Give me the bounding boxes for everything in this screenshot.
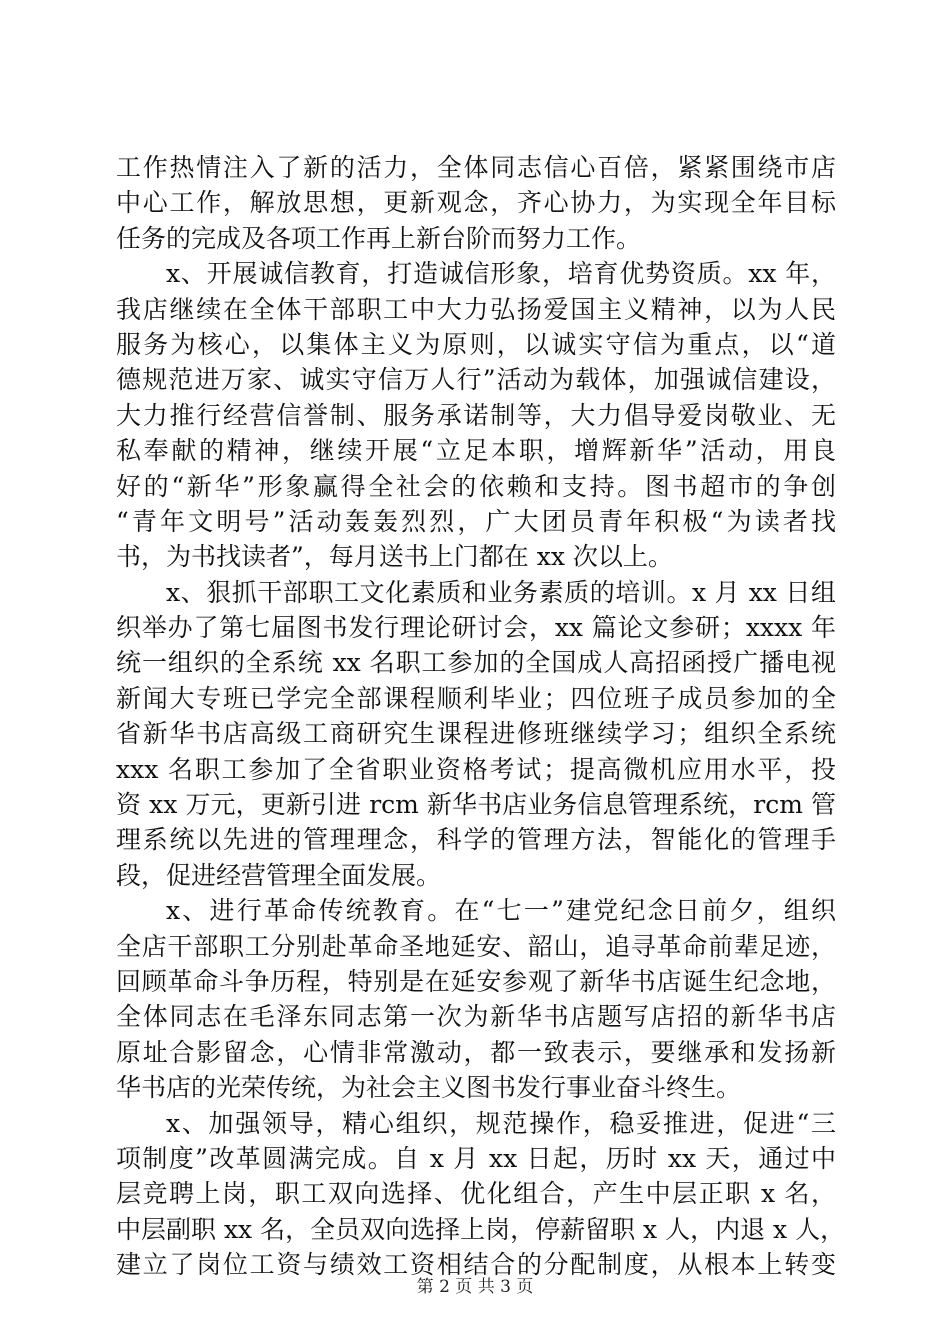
text-line: 全体同志在毛泽东同志第一次为新华书店题写店招的新华书店 (116, 1002, 836, 1032)
text-line: 华书店的光荣传统，为社会主义图书发行事业奋斗终生。 (116, 1073, 742, 1103)
text-line: x、狠抓干部职工文化素质和业务素质的培训。x 月 xx 日组 (166, 577, 836, 607)
text-line: 回顾革命斗争历程，特别是在延安参观了新华书店诞生纪念地， (116, 966, 836, 996)
document-body (116, 150, 846, 1283)
page-number-footer: 第 2 页 共 3 页 (416, 1277, 534, 1297)
text-line: 中层副职 xx 名，全员双向选择上岗，停薪留职 x 人，内退 x 人， (116, 1214, 846, 1244)
text-line: 层竞聘上岗，职工双向选择、优化组合，产生中层正职 x 名， (116, 1179, 836, 1209)
text-line: 建立了岗位工资与绩效工资相结合的分配制度，从根本上转变 (116, 1250, 836, 1280)
text-line: 新闻大专班已学完全部课程顺利毕业；四位班子成员参加的全 (116, 683, 836, 713)
text-line: 我店继续在全体干部职工中大力弘扬爱国主义精神，以为人民 (116, 294, 836, 324)
text-line: 任务的完成及各项工作再上新台阶而努力工作。 (116, 223, 642, 253)
text-line: 省新华书店高级工商研究生课程进修班继续学习；组织全系统 (116, 719, 836, 749)
text-line: 德规范进万家、诚实守信万人行”活动为载体，加强诚信建设， (116, 365, 836, 395)
text-line: 理系统以先进的管理理念，科学的管理方法，智能化的管理手 (116, 825, 836, 855)
text-line: “青年文明号”活动轰轰烈烈，广大团员青年积极“为读者找 (116, 506, 836, 536)
text-line: 原址合影留念，心情非常激动，都一致表示，要继承和发扬新 (116, 1037, 836, 1067)
text-line: 段，促进经营管理全面发展。 (116, 860, 442, 890)
text-line: 好的“新华”形象赢得全社会的依赖和支持。图书超市的争创 (116, 471, 836, 501)
text-line: 全店干部职工分别赴革命圣地延安、韶山，追寻革命前辈足迹， (116, 931, 836, 961)
text-line: 资 xx 万元，更新引进 rcm 新华书店业务信息管理系统，rcm 管 (116, 790, 836, 820)
text-line: x、开展诚信教育，打造诚信形象，培育优势资质。xx 年， (166, 259, 836, 289)
text-line: 书，为书找读者”，每月送书上门都在 xx 次以上。 (116, 542, 673, 572)
text-line: x、进行革命传统教育。在“七一”建党纪念日前夕，组织 (166, 896, 836, 926)
text-line: xxx 名职工参加了全省职业资格考试；提高微机应用水平，投 (116, 754, 836, 784)
text-line: 私奉献的精神，继续开展“立足本职，增辉新华”活动，用良 (116, 436, 836, 466)
text-line: 大力推行经营信誉制、服务承诺制等，大力倡导爱岗敬业、无 (116, 400, 836, 430)
text-line: 织举办了第七届图书发行理论研讨会，xx 篇论文参研；xxxx 年 (116, 613, 836, 643)
text-line: 服务为核心，以集体主义为原则，以诚实守信为重点，以“道 (116, 329, 836, 359)
text-line: 统一组织的全系统 xx 名职工参加的全国成人高招函授广播电视 (116, 648, 836, 678)
text-line: 中心工作，解放思想，更新观念，齐心协力，为实现全年目标 (116, 188, 836, 218)
text-line: 工作热情注入了新的活力，全体同志信心百倍，紧紧围绕市店 (116, 153, 836, 182)
text-line: x、加强领导，精心组织，规范操作，稳妥推进，促进“三 (166, 1108, 836, 1138)
text-line: 项制度”改革圆满完成。自 x 月 xx 日起，历时 xx 天，通过中 (116, 1143, 836, 1173)
